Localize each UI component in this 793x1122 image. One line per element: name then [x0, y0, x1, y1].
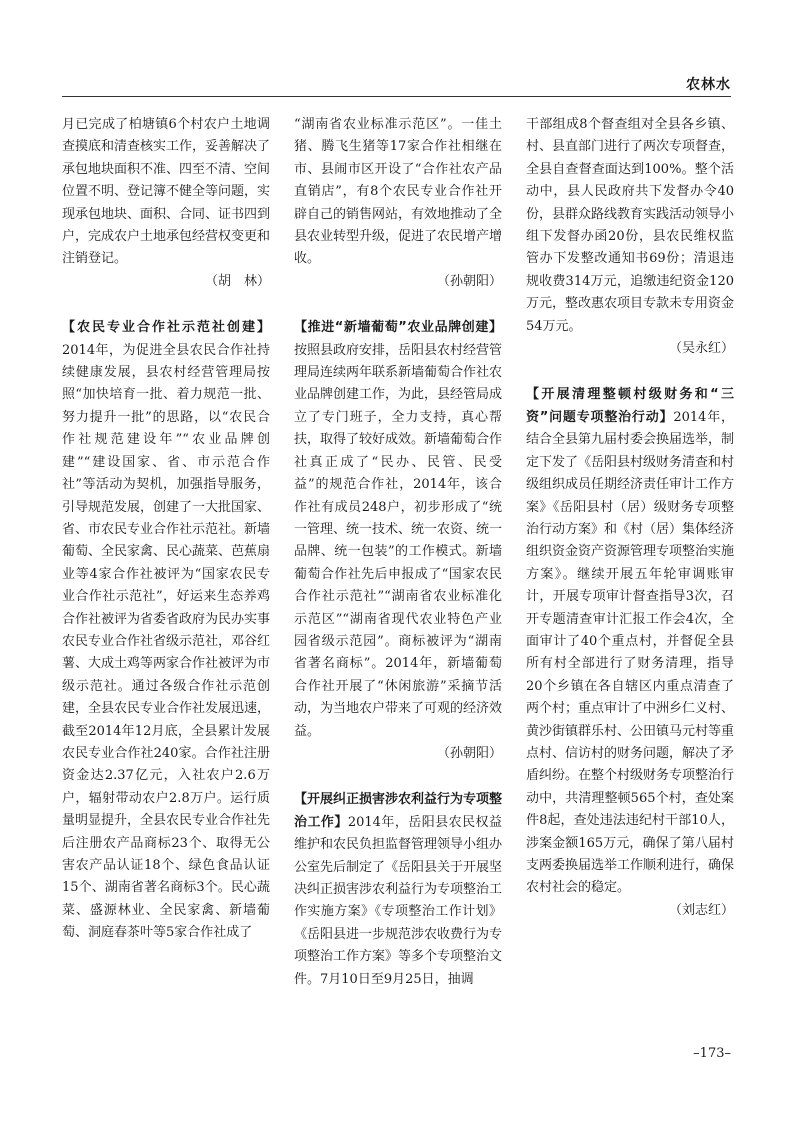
article-columns [62, 114, 734, 1044]
article-village-finance [526, 384, 734, 899]
spacer [526, 364, 734, 384]
column-2 [294, 114, 502, 1044]
article-body: 按照县政府安排，岳阳县农村经营管理局连续两年联系新墙葡萄合作社农业品牌创建工作，为此，县经管局成立了专门班子，全力支持，真心帮扶，取得了较好成效。新墙葡萄合作社真正成了“民办、民管、民受益”的规范合作社，2014年，该合作社有成员248户，初步形成了“统一管理、统一技术、统一农资、统一品牌、统一包装”的工作模式。新墙葡萄合作社先后申报成了“国家农民合作社示范社”“湖南省农业标准化示范区”“湖南省现代农业特色产业园省级示范园”。商标被评为“湖南省著名商标”。2014年，新墙葡萄合作社开展了“休闲旅游”采摘节活动，为当地农户带来了可观的经济效益。 [294, 342, 502, 739]
author-signature: （刘志红） [668, 902, 734, 918]
article-grape-brand [294, 317, 502, 743]
running-header-section: 农林水 [686, 77, 731, 93]
article-body: 2014年，岳阳县农民权益维护和农民负担监督管理领导小组办公室先后制定了《岳阳县关于开展坚决纠正损害涉农利益行为专项整治工作实施方案》《专项整治工作计划》《岳阳县进一步规范涉农收费行为专项整治工作方案》等多个专项整治文件。7月10日至9月25日，抽调 [294, 814, 502, 987]
continued-paragraph: 干部组成8个督查组对全县各乡镇、村、县直部门进行了两次专项督查，全县自查督查面达到100%。整个活动中，县人民政府共下发督办令40份，县群众路线教育实践活动领导小组下发督办函20份，县农民维权监管办下发整改通知书69份；清退违规收费314万元，追缴违纪资金120万元，整改惠农项目专款未专用资金54万元。 [526, 117, 734, 334]
continued-paragraph: “湖南省农业标准示范区”。一佳土猪、腾飞生猪等17家合作社相继在市、县闹市区开设了“合作社农产品直销店”，有8个农民专业合作社开辟自己的销售网站，有效地推动了全县农业转型升级，促进了农民增产增收。 [294, 117, 502, 267]
column-3 [526, 114, 734, 1044]
continued-paragraph: 月已完成了柏塘镇6个村农户土地调查摸底和清查核实工作，妥善解决了承包地块面积不准、四至不清、空间位置不明、登记簿不健全等问题，实现承包地块、面积、合同、证书四到户，完成农户土地承包经营权变更和注销登记。 [62, 117, 270, 267]
article-body: 2014年，为促进全县农民合作社持续健康发展，县农村经营管理局按照“加快培育一批、着力规范一批、努力提升一批”的思路，以“农民合作社规范建设年”“农业品牌创建”“建设国家、省、市示范合作社”等活动为契机，加强指导服务，引导规范发展，创建了一大批国家、省、市农民专业合作社示范社。新墙葡萄、全民家禽、民心蔬菜、芭蕉扇业等4家合作社被评为“国家农民专业合作社示范社”，好运来生态养鸡合作社被评为省委省政府为民办实事农民专业合作社省级示范社，邓谷红薯、大成土鸡等两家合作社被评为市级示范社。通过各级合作社示范创建，全县农民专业合作社发展迅速，截至2014年12月底，全县累计发展农民专业合作社240家。合作社注册资金达2.37亿元，入社农户2.6万户，辐射带动农户2.8万户。运行质量明显提升，全县农民专业合作社先后注册农产品商标23个、取得无公害农产品认证18个、绿色食品认证15个、湖南省著名商标3个。民心蔬菜、盛源林业、全民家禽、新墙葡萄、洞庭春茶叶等5家合作社成了 [62, 342, 270, 941]
article-title: 【开展纠正损害涉农利益行为专项整治工作】 [294, 792, 502, 830]
article-title: 【农民专业合作社示范社创建】 [62, 320, 270, 336]
spacer [62, 297, 270, 317]
author-signature: （孙朝阳） [436, 745, 502, 761]
column-1 [62, 114, 270, 1044]
author-signature: （孙朝阳） [436, 273, 502, 289]
article-cooperative-demo [62, 317, 270, 944]
spacer [294, 297, 502, 317]
header-rule [62, 96, 731, 97]
article-farmer-rights [294, 789, 502, 991]
article-body: 2014年，结合全县第九届村委会换届选举，制定下发了《岳阳县村级财务清查和村级组织成员任期经济责任审计工作方案》《岳阳县村（居）级财务专项整治行动方案》和《村（居）集体经济组织资金资产资源管理专项整治实施方案》。继续开展五年轮审调账审计，开展专项审计督查指导3次，召开专题清查审计汇报工作会4次，全面审计了40个重点村，并督促全县所有村全部进行了财务清理，指导20个乡镇在各自辖区内重点清查了两个村；重点审计了中洲乡仁义村、黄沙街镇群乐村、公田镇马元村等重点村、信访村的财务问题，解决了矛盾纠纷。在整个村级财务专项整治行动中，共清理整顿565个村，查处案件8起，查处违法违纪村干部10人，涉案金额165万元，确保了第八届村支两委换届选举工作顺利进行，确保农村社会的稳定。 [526, 409, 734, 896]
article-title: 【开展清理整顿村级财务和“三资”问题专项整治行动】 [526, 387, 734, 425]
author-signature: （胡 林） [204, 273, 270, 289]
page-number: –173– [693, 1046, 731, 1061]
article-title: 【推进“新墙葡萄”农业品牌创建】 [294, 320, 502, 336]
author-signature: （吴永红） [668, 341, 734, 357]
spacer [294, 769, 502, 789]
